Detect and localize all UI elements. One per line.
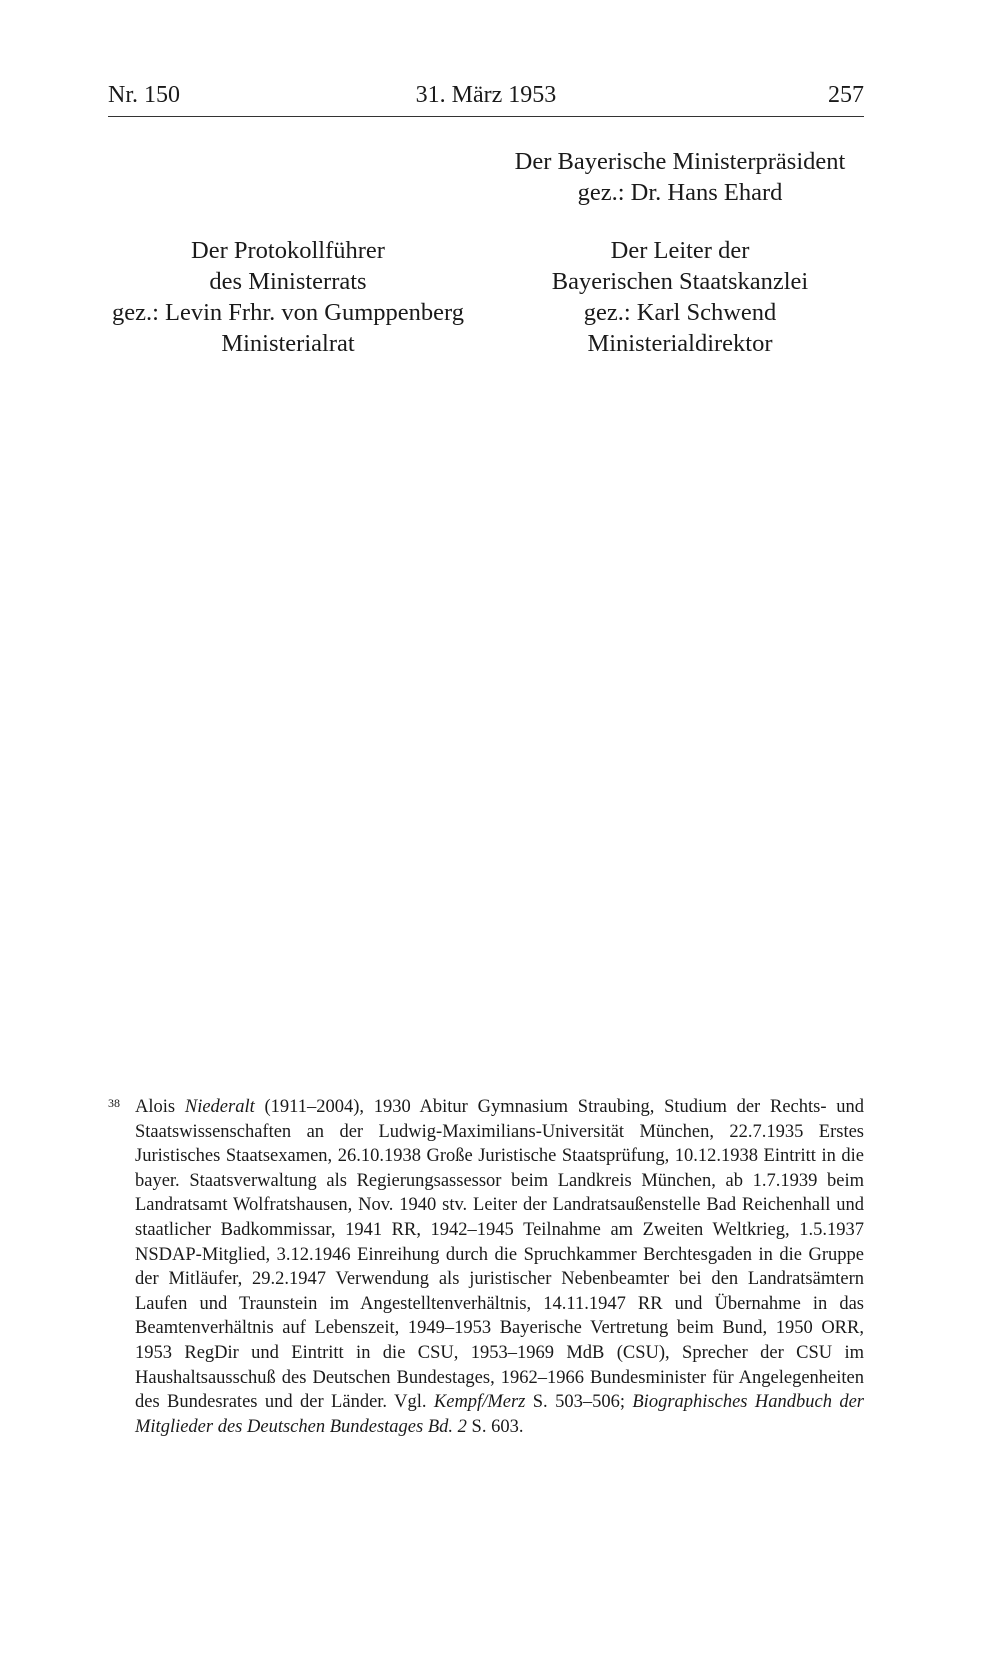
footnote-ref1: Kempf/Merz [433, 1392, 526, 1413]
signature-name: gez.: Karl Schwend [583, 299, 777, 326]
running-header [108, 82, 864, 117]
footnote-body: (1911–2004), 1930 Abitur Gymnasium Straubing, Studium der Rechts- und Staatswissenschaften an der Ludwig-Maximilians-Universität München, 22.7.1935 Erstes Juristisches Staatsexamen, 26.10.1938 Große Juristische Staatsprüfung, 10.12.1938 Eintritt in die bayer. Staatsverwaltung als Regierungsassessor beim Landkreis München, ab 1.7.1939 beim Landratsamt Wolfratshausen, Nov. 1940 stv. Leiter der Landratsaußenstelle Bad Reichenhall und staatlicher Badkommissar, 1941 RR, 1942–1945 Teilnahme am Zweiten Weltkrieg, 1.5.1937 NSDAP-Mitglied, 3.12.1946 Einreihung durch die Spruchkammer Berchtesgaden in die Gruppe der Mitläufer, 29.2.1947 Verwendung als juristischer Nebenbeamter bei den Landratsämtern Laufen und Traunstein im Angestelltenverhältnis, 14.11.1947 RR und Übernahme in das Beamtenverhältnis auf Lebenszeit, 1949–1953 Bayerische Vertretung beim Bund, 1950 ORR, 1953 RegDir und Eintritt in die CSU, 1953–1969 MdB (CSU), Sprecher der CSU im Haushaltsausschuß des Deutschen Bundestages, 1962–1966 Bundesminister für Angelegenheiten des Bundesrates und der Länder. Vgl. [135, 1097, 864, 1413]
signature-title: Der Leiter der [610, 237, 750, 264]
signature-name: gez.: Dr. Hans Ehard [577, 179, 783, 206]
signature-rank: Ministerialdirektor [587, 330, 773, 357]
signature-title: Der Bayerische Ministerpräsident [514, 148, 846, 175]
footnote-38 [108, 1095, 864, 1439]
signature-title: Der Protokollführer [191, 237, 385, 264]
footnote-number: 38 [108, 1096, 120, 1110]
signature-ministerpraesident [480, 146, 880, 208]
footnote-name-plain: Alois [135, 1097, 185, 1117]
document-number: Nr. 150 [108, 82, 180, 108]
signature-title-cont: des Ministerrats [209, 268, 367, 295]
signature-name: gez.: Levin Frhr. von Gumppenberg [111, 299, 464, 326]
signature-staatskanzlei [480, 235, 880, 359]
page-number: 257 [828, 82, 864, 108]
signature-rank: Ministerialrat [221, 330, 355, 357]
signature-title-cont: Bayerischen Staatskanzlei [551, 268, 809, 295]
footnote-ref1-pages: S. 503–506; [525, 1392, 633, 1413]
footnote-ref2: Biographisches Handbuch der Mitglieder des Deutschen Bundestages Bd. 2 [135, 1392, 865, 1437]
header-date: 31. März 1953 [415, 82, 557, 108]
footnote-name-italic: Niederalt [184, 1097, 255, 1117]
footnote-text [135, 1095, 864, 1439]
footnote-ref2-pages: S. 603. [466, 1416, 524, 1437]
signature-protokollfuehrer [88, 235, 488, 359]
